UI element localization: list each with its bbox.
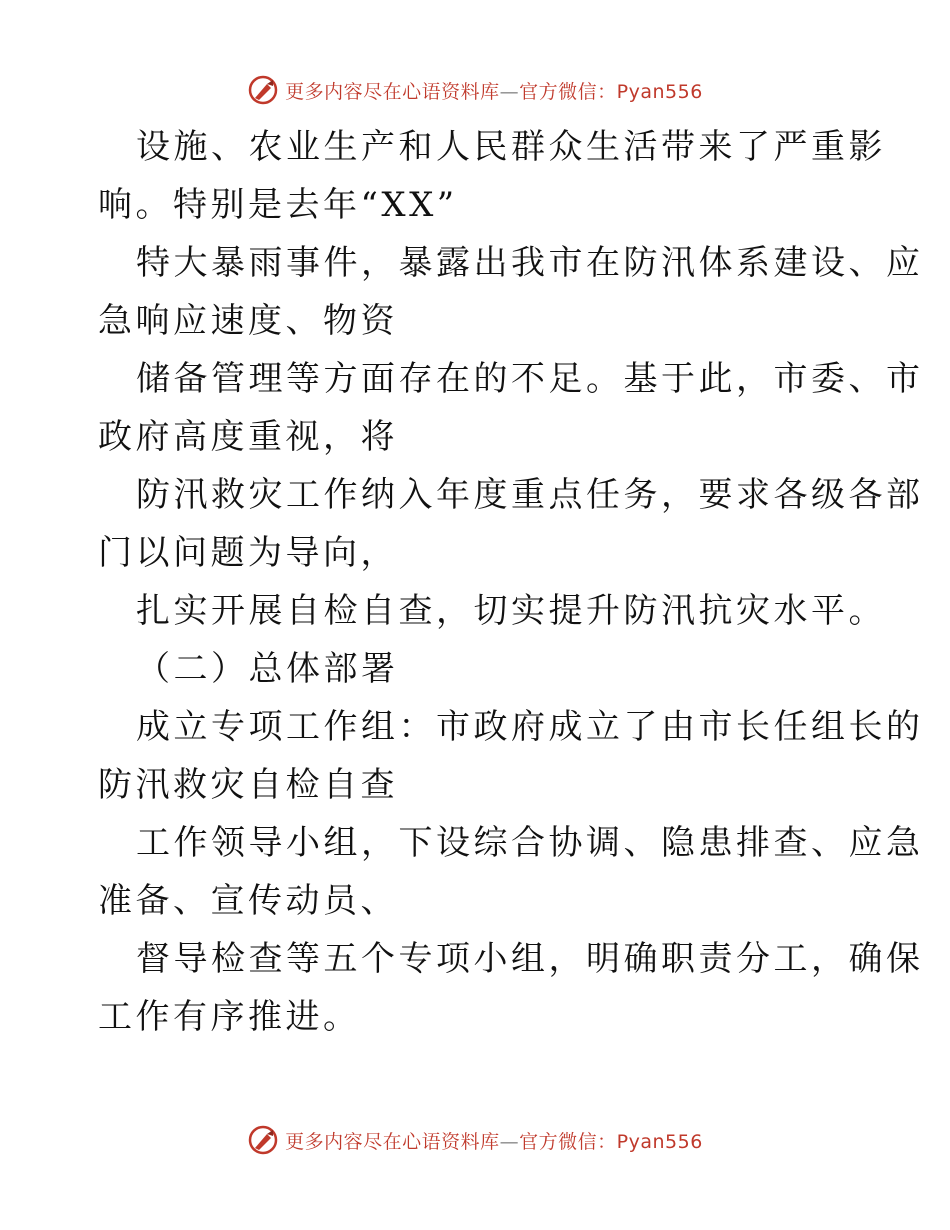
body-line: 防汛救灾工作纳入年度重点任务，要求各级各部 [136,475,924,515]
body-line: 响。特别是去年“XX” [98,185,458,225]
body-line: 门以问题为导向， [98,533,398,573]
body-line: 督导检查等五个专项小组，明确职责分工，确保 [136,939,924,979]
document-body [98,118,924,1046]
body-line: 设施、农业生产和人民群众生活带来了严重影 [136,127,886,167]
footer-text: 更多内容尽在心语资料库—官方微信：Pyan556 [285,1130,703,1153]
body-line: 工作领导小组，下设综合协调、隐患排查、应急 [136,823,924,863]
footer-watermark [0,1120,950,1160]
section-heading: （二）总体部署 [136,649,399,689]
body-line: 扎实开展自检自查，切实提升防汛抗灾水平。 [136,591,886,631]
body-line: 特大暴雨事件，暴露出我市在防汛体系建设、应 [136,243,924,283]
body-line: 防汛救灾自检自查 [98,765,398,805]
body-line: 储备管理等方面存在的不足。基于此，市委、市 [136,359,924,399]
header-text: 更多内容尽在心语资料库—官方微信：Pyan556 [285,80,703,103]
body-line: 成立专项工作组：市政府成立了由市长任组长的 [136,707,924,747]
pen-nib-logo-icon [247,1124,279,1156]
body-line: 工作有序推进。 [98,997,361,1037]
body-line: 准备、宣传动员、 [98,881,398,921]
body-line: 政府高度重视，将 [98,417,398,457]
body-line: 急响应速度、物资 [98,301,398,341]
pen-nib-logo-icon [247,74,279,106]
header-watermark [0,70,950,110]
